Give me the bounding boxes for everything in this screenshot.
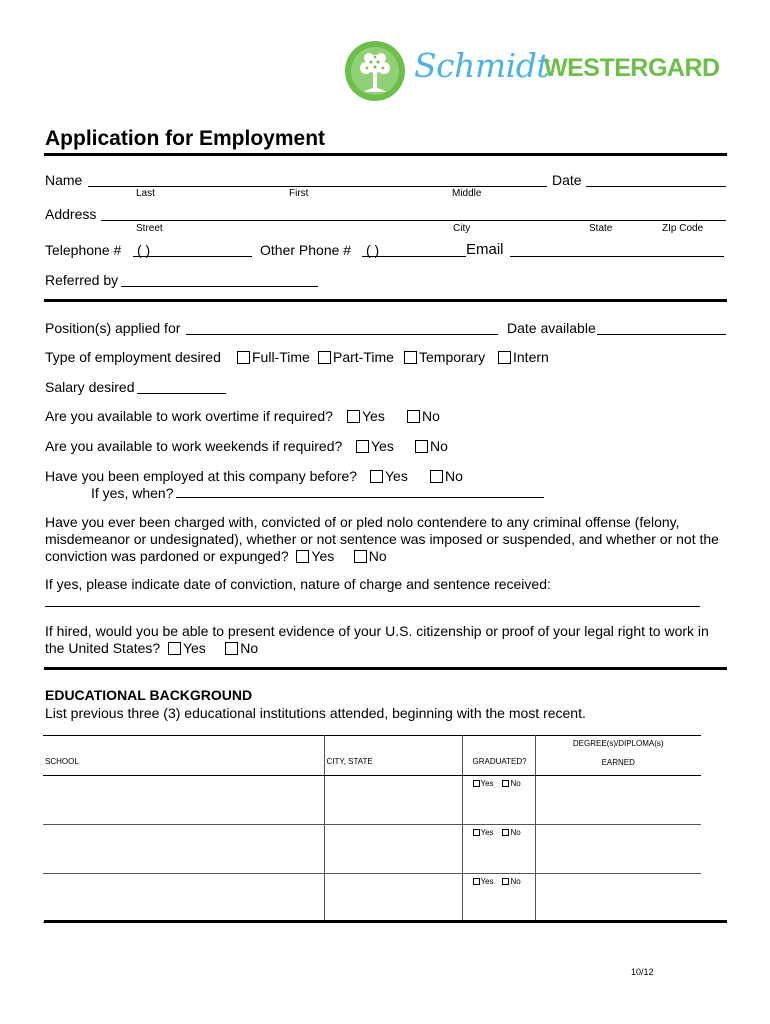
date-available-label: Date available <box>507 320 596 336</box>
criminal-no-label: No <box>368 548 387 564</box>
brand-name-schmidt: Schmidt <box>414 46 550 85</box>
criminal-no-checkbox[interactable] <box>354 550 367 563</box>
education-row <box>43 874 701 923</box>
when-label: If yes, when? <box>91 485 174 501</box>
section-divider-1 <box>44 299 727 302</box>
section-divider-2 <box>44 667 727 670</box>
page-title: Application for Employment <box>45 127 326 150</box>
graduated-cell: Yes No <box>462 825 535 874</box>
employment-type-label: Type of employment desired <box>45 349 221 365</box>
company-logo <box>344 40 734 102</box>
other-phone-field[interactable] <box>362 256 466 257</box>
address-label: Address <box>45 206 97 222</box>
overtime-yes-checkbox[interactable] <box>347 410 360 423</box>
name-last-caption: Last <box>136 188 155 199</box>
weekends-yes-checkbox[interactable] <box>356 440 369 453</box>
city-state-cell[interactable] <box>324 874 462 923</box>
overtime-no-checkbox[interactable] <box>407 410 420 423</box>
weekends-no-option[interactable]: No <box>415 438 448 454</box>
graduated-column-header: GRADUATED? <box>472 757 527 766</box>
graduated-yes-checkbox[interactable] <box>473 780 480 787</box>
name-first-caption: First <box>289 188 309 199</box>
school-cell[interactable] <box>43 776 324 825</box>
graduated-cell: Yes No <box>462 874 535 923</box>
conviction-details-field[interactable] <box>45 606 700 607</box>
referred-by-label: Referred by <box>45 272 119 288</box>
citizenship-yes-checkbox[interactable] <box>168 642 181 655</box>
education-table-header <box>43 736 701 776</box>
referred-by-field[interactable] <box>121 286 318 287</box>
name-middle-caption: Middle <box>452 188 482 199</box>
telephone-label: Telephone # <box>45 242 122 258</box>
salary-field[interactable] <box>137 393 226 394</box>
address-city-caption: City <box>453 223 471 234</box>
tree-logo-icon <box>344 40 406 102</box>
graduated-no-checkbox[interactable] <box>502 780 509 787</box>
overtime-yes-option[interactable]: Yes <box>347 408 385 424</box>
when-field[interactable] <box>176 497 544 498</box>
title-divider <box>44 153 727 156</box>
weekends-yes-option[interactable]: Yes <box>356 438 394 454</box>
part-time-checkbox[interactable] <box>318 351 331 364</box>
temporary-checkbox[interactable] <box>404 351 417 364</box>
citizenship-question: If hired, would you be able to present evidence of your U.S. citizenship or proof of your legal right to work in the United States? Yes No <box>45 623 709 656</box>
citizenship-no-label: No <box>240 640 259 656</box>
school-cell[interactable] <box>43 874 324 923</box>
other-phone-label: Other Phone # <box>260 242 352 258</box>
brand-name-westergard: WESTERGARD <box>544 54 720 82</box>
degree-column-header: DEGREE(s)/DIPLOMA(s) <box>572 739 664 748</box>
full-time-option[interactable]: Full-Time <box>237 349 310 365</box>
graduated-cell: Yes No <box>462 776 535 825</box>
section-divider-3 <box>44 920 727 923</box>
address-state-caption: State <box>589 223 613 234</box>
weekends-question: Are you available to work weekends if required? <box>45 438 343 454</box>
email-field[interactable] <box>510 256 724 257</box>
city-state-column-header: CITY, STATE <box>326 757 373 766</box>
date-field[interactable] <box>586 186 726 187</box>
overtime-no-option[interactable]: No <box>407 408 440 424</box>
graduated-yes-checkbox[interactable] <box>473 878 480 885</box>
employed-before-yes-checkbox[interactable] <box>370 470 383 483</box>
school-column-header: SCHOOL <box>45 757 79 766</box>
city-state-cell[interactable] <box>324 825 462 874</box>
address-street-caption: Street <box>136 223 163 234</box>
position-field[interactable] <box>186 334 498 335</box>
address-field[interactable] <box>101 220 726 221</box>
intern-option[interactable]: Intern <box>498 349 549 365</box>
other-phone-area-code: ( ) <box>366 242 380 258</box>
education-heading: EDUCATIONAL BACKGROUND <box>45 687 253 703</box>
degree-cell[interactable] <box>535 776 701 825</box>
telephone-field[interactable] <box>133 256 252 257</box>
employed-before-yes-option[interactable]: Yes <box>370 468 408 484</box>
full-time-checkbox[interactable] <box>237 351 250 364</box>
criminal-question: Have you ever been charged with, convicted of or pled nolo contendere to any criminal offense (felony, misdemeanor or undesignated), whether or not sentence was imposed or suspended, and whether or not the conviction was pardoned or expunged? Yes No <box>45 514 719 564</box>
telephone-area-code: ( ) <box>137 242 151 258</box>
education-row <box>43 776 701 825</box>
employed-before-no-option[interactable]: No <box>430 468 463 484</box>
date-label: Date <box>552 172 582 188</box>
name-field[interactable] <box>88 186 547 187</box>
email-label: Email <box>466 241 504 258</box>
city-state-cell[interactable] <box>324 776 462 825</box>
address-zip-caption: ZIp Code <box>662 223 704 234</box>
employed-before-question: Have you been employed at this company before? <box>45 468 358 484</box>
weekends-no-checkbox[interactable] <box>415 440 428 453</box>
degree-cell[interactable] <box>535 825 701 874</box>
date-available-field[interactable] <box>597 334 726 335</box>
temporary-option[interactable]: Temporary <box>404 349 485 365</box>
citizenship-yes-label: Yes <box>182 640 206 656</box>
part-time-option[interactable]: Part-Time <box>318 349 394 365</box>
intern-checkbox[interactable] <box>498 351 511 364</box>
conviction-details-label: If yes, please indicate date of conviction, nature of charge and sentence received: <box>45 576 551 592</box>
form-version: 10/12 <box>631 967 654 977</box>
criminal-yes-checkbox[interactable] <box>296 550 309 563</box>
school-cell[interactable] <box>43 825 324 874</box>
criminal-yes-label: Yes <box>311 548 335 564</box>
education-row <box>43 825 701 874</box>
degree-cell[interactable] <box>535 874 701 923</box>
citizenship-no-checkbox[interactable] <box>225 642 238 655</box>
graduated-yes-checkbox[interactable] <box>473 829 480 836</box>
graduated-no-checkbox[interactable] <box>502 878 509 885</box>
name-label: Name <box>45 172 83 188</box>
earned-column-header: EARNED <box>601 758 635 767</box>
overtime-question: Are you available to work overtime if required? <box>45 408 333 424</box>
employed-before-no-checkbox[interactable] <box>430 470 443 483</box>
position-label: Position(s) applied for <box>45 320 181 336</box>
education-table <box>43 735 701 923</box>
salary-label: Salary desired <box>45 379 135 395</box>
graduated-no-checkbox[interactable] <box>502 829 509 836</box>
education-instructions: List previous three (3) educational institutions attended, beginning with the most recent. <box>45 705 586 721</box>
